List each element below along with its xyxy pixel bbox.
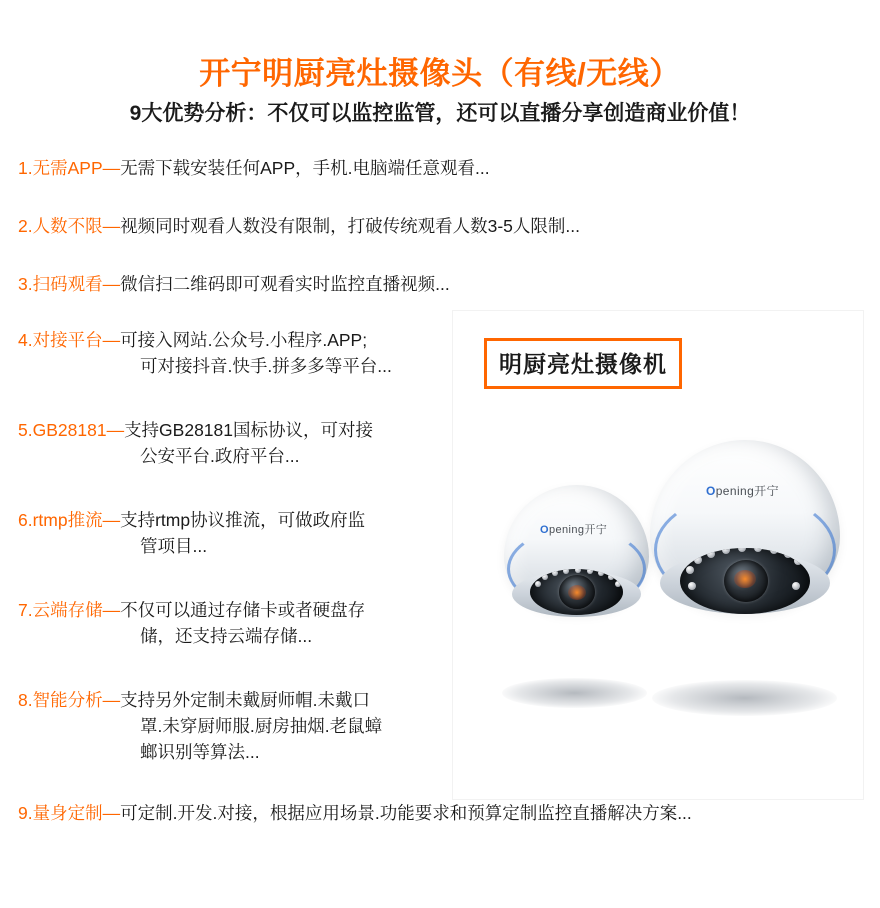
feature-text: 可定制.开发.对接，根据应用场景.功能要求和预算定制监控直播解决方案... — [120, 803, 692, 823]
camera-small-ir-led — [563, 569, 569, 574]
feature-dash: — — [102, 274, 121, 294]
camera-small-ir-led — [575, 569, 581, 573]
brand-initial: O — [706, 484, 716, 498]
camera-large-ir-led — [770, 548, 778, 554]
page-subtitle: 9大优势分析：不仅可以监控监管，还可以直播分享创造商业价值！ — [129, 102, 751, 125]
feature-text: 不仅可以通过存储卡或者硬盘存 — [120, 600, 366, 620]
feature-text: 可对接抖音.快手.拼多多等平台... — [140, 356, 392, 376]
feature-text: 无需下载安装任何APP，手机.电脑端任意观看... — [120, 158, 490, 178]
camera-small-lens-glint — [568, 585, 586, 600]
feature-dash: — — [102, 803, 121, 823]
brand-initial: O — [540, 524, 549, 536]
list-item — [18, 687, 382, 765]
camera-small-ir-led — [542, 574, 548, 580]
feature-text: 罩.未穿厨师服.厨房抽烟.老鼠蟑 — [140, 716, 383, 736]
camera-large — [650, 440, 840, 640]
list-item — [18, 327, 392, 379]
feature-dash: — — [102, 690, 121, 710]
list-item — [18, 597, 365, 649]
camera-small-ir-led — [535, 581, 541, 587]
feature-index: 9. — [18, 803, 33, 823]
feature-index: 7. — [18, 600, 33, 620]
camera-large-lens-glint — [734, 570, 756, 588]
feature-key: rtmp推流 — [32, 510, 103, 530]
feature-index: 4. — [18, 330, 33, 350]
feature-index: 3. — [18, 274, 33, 294]
feature-key: 无需APP — [32, 158, 103, 178]
camera-large-ir-led — [707, 550, 715, 558]
feature-text: 管项目... — [140, 536, 208, 556]
feature-index: 8. — [18, 690, 33, 710]
list-item — [18, 213, 580, 239]
brand-text: pening开宁 — [715, 484, 779, 498]
camera-large-ir-led — [754, 548, 762, 552]
feature-text: 支持GB28181国标协议，可对接 — [124, 420, 374, 440]
list-item — [18, 271, 450, 297]
product-image-panel — [452, 310, 864, 800]
feature-key: 对接平台 — [32, 330, 103, 350]
camera-large-inner-housing — [680, 548, 810, 614]
feature-text: 可接入网站.公众号.小程序.APP; — [120, 330, 368, 350]
camera-small — [504, 485, 649, 635]
feature-key: GB28181 — [32, 420, 107, 440]
camera-large-ir-led — [688, 582, 696, 590]
camera-large-ir-led — [784, 550, 792, 558]
feature-text: 储，还支持云端存储... — [140, 626, 313, 646]
camera-small-ir-led — [615, 581, 621, 587]
camera-shadow-small — [502, 678, 647, 708]
feature-dash: — — [106, 420, 125, 440]
camera-small-inner-housing — [530, 569, 623, 615]
feature-text: 视频同时观看人数没有限制，打破传统观看人数3-5人限制... — [120, 216, 580, 236]
feature-text: 微信扫二维码即可观看实时监控直播视频... — [120, 274, 450, 294]
page-title: 开宁明厨亮灶摄像头（有线/无线） — [199, 56, 681, 91]
brand-text: pening开宁 — [548, 524, 608, 536]
camera-small-ir-led — [587, 569, 593, 574]
feature-text: 支持另外定制未戴厨师帽.未戴口 — [120, 690, 370, 710]
camera-large-ir-led — [794, 557, 802, 565]
feature-key: 扫码观看 — [32, 274, 103, 294]
camera-large-ir-led — [722, 548, 730, 554]
camera-large-ir-led — [738, 548, 746, 552]
feature-dash: — — [102, 216, 121, 236]
list-item — [18, 800, 692, 826]
camera-large-brand-label — [706, 482, 779, 499]
list-item — [18, 507, 365, 559]
product-badge: 明厨亮灶摄像机 — [484, 338, 682, 389]
feature-dash: — — [102, 158, 121, 178]
camera-small-ir-led — [552, 570, 558, 576]
camera-large-ir-led — [694, 556, 702, 564]
feature-text: 螂识别等算法... — [140, 742, 260, 762]
camera-large-ir-led — [686, 566, 694, 574]
feature-dash: — — [102, 330, 121, 350]
feature-index: 1. — [18, 158, 33, 178]
feature-dash: — — [102, 600, 121, 620]
feature-dash: — — [102, 510, 121, 530]
feature-key: 人数不限 — [32, 216, 103, 236]
feature-key: 量身定制 — [32, 803, 103, 823]
feature-text: 公安平台.政府平台... — [140, 446, 300, 466]
feature-index: 5. — [18, 420, 33, 440]
feature-text: 支持rtmp协议推流，可做政府监 — [120, 510, 366, 530]
feature-key: 云端存储 — [32, 600, 103, 620]
camera-small-ir-led — [608, 574, 614, 580]
feature-index: 6. — [18, 510, 33, 530]
camera-shadow-large — [652, 680, 837, 716]
camera-small-ir-led — [598, 570, 604, 576]
list-item — [18, 417, 373, 469]
list-item — [18, 155, 490, 181]
feature-index: 2. — [18, 216, 33, 236]
camera-large-ir-led — [792, 582, 800, 590]
camera-small-brand-label — [540, 521, 607, 537]
feature-key: 智能分析 — [32, 690, 103, 710]
